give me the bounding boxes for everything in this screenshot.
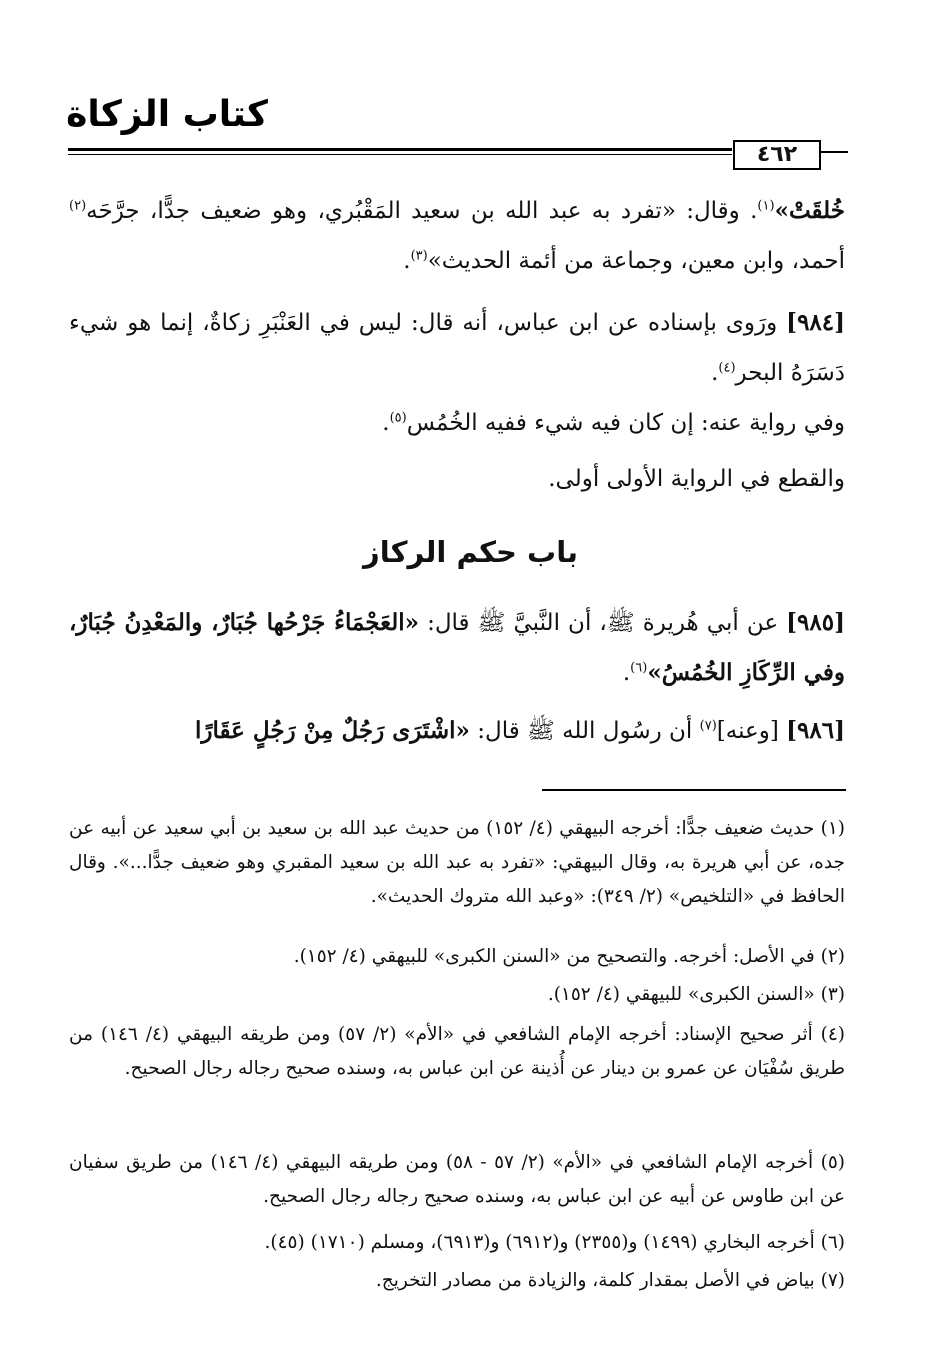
quote-end: خُلقَتْ» [774,197,845,224]
footnote-separator [542,789,846,791]
hadith-986 [69,706,845,756]
paragraph-text: وفي رواية عنه: إن كان فيه شيء ففيه الخُمُس [406,410,845,436]
paragraph-qat: والقطع في الرواية الأولى أولى. [548,466,845,492]
paragraph-text: أحمد، وابن معين، وجماعة من أئمة الحديث» [427,248,845,274]
running-head-book-title: كتاب الزكاة [66,94,268,135]
footnote-4: (٤) أثر صحيح الإسناد: أخرجه الإمام الشافعي في «الأم» (٢/ ٥٧) ومن طريقه البيهقي (٤/ ١٤٦) من طريق سُفْيَان عن عمرو بن دينار عن أُذينة عن ابن عباس به، وسنده صحيح رجاله رجال الصحيح. [69,1024,845,1079]
footnote-ref: (٤) [718,360,736,376]
punctuation: . [711,360,719,386]
punctuation: . [622,660,631,686]
footnote-ref: (٦) [630,660,648,676]
footnote-ref: (٢) [69,198,87,214]
hadith-985 [69,598,845,698]
paragraph-continuation [69,186,845,286]
footnote-1: (١) حديث ضعيف جدًّا: أخرجه البيهقي (٤/ ١٥٢) من حديث عبد الله بن سعيد بن أبي سعيد عن أبيه عن جده، عن أبي هريرة به، وقال البيهقي: «تفرد به عبد الله بن سعيد المقبري وهو ضعيف جدًّا...». وقال الحافظ في «التلخيص» (٢/ ٣٤٩): «وعبد الله متروك الحديث». [69,818,845,907]
footnote-7: (٧) بياض في الأصل بمقدار كلمة، والزيادة من مصادر التخريج. [375,1270,845,1291]
paragraph-text: [وعنه] [716,718,779,744]
hadith-984 [69,298,845,398]
footnote-ref: (١) [757,198,775,214]
footnote-2: (٢) في الأصل: أخرجه. والتصحيح من «السنن الكبرى» للبيهقي (٤/ ١٥٢). [293,946,845,967]
section-title: باب حكم الركاز [363,535,578,569]
hadith-quote: «اشْتَرَى رَجُلٌ مِنْ رَجُلٍ عَقَارًا [195,717,470,744]
header-rule-right [820,151,848,153]
hadith-number: [٩٨٥] [786,609,845,636]
paragraph-text: عن أبي هُريرة ﷺ، أن النَّبيَّ ﷺ قال: [427,610,779,636]
hadith-number: [٩٨٤] [786,309,846,336]
paragraph-text: . وقال: «تفرد به عبد الله بن سعيد المَقْبُري، وهو ضعيف جدًّا، جرَّحَه [86,198,758,224]
paragraph-text: أن رسُول الله ﷺ قال: [477,718,693,744]
punctuation: . [382,410,390,436]
footnote-6: (٦) أخرجه البخاري (١٤٩٩) و(٢٣٥٥) و(٦٩١٢) و(٦٩١٣)، ومسلم (١٧١٠) (٤٥). [264,1232,845,1253]
footnote-5: (٥) أخرجه الإمام الشافعي في «الأم» (٢/ ٥٧ - ٥٨) ومن طريقه البيهقي (٤/ ١٤٦) من طريق سفيان عن ابن طاوس عن أبيه عن ابن عباس به، وسنده صحيح رجاله رجال الصحيح. [69,1152,845,1207]
footnote-3: (٣) «السنن الكبرى» للبيهقي (٤/ ١٥٢). [547,984,845,1005]
footnote-ref: (٧) [699,718,717,734]
paragraph-riwaya [125,398,845,448]
header-rule-thin [68,154,732,155]
footnote-ref: (٥) [389,410,407,426]
punctuation: . [403,248,411,274]
hadith-quote: «العَجْمَاءُ جَرْحُها جُبَارٌ، والمَعْدِنُ جُبَارٌ، وفي الرِّكَازِ الخُمُسُ» [69,609,845,686]
page-number: ٤٦٢ [733,140,821,170]
paragraph-text: ورَوى بإسناده عن ابن عباس، أنه قال: ليس في العَنْبَرِ زكاةٌ، إنما هو شيء دَسَرَهُ البحر [69,310,845,386]
header-rule [68,148,732,151]
footnote-ref: (٣) [410,248,428,264]
hadith-number: [٩٨٦] [786,717,845,744]
